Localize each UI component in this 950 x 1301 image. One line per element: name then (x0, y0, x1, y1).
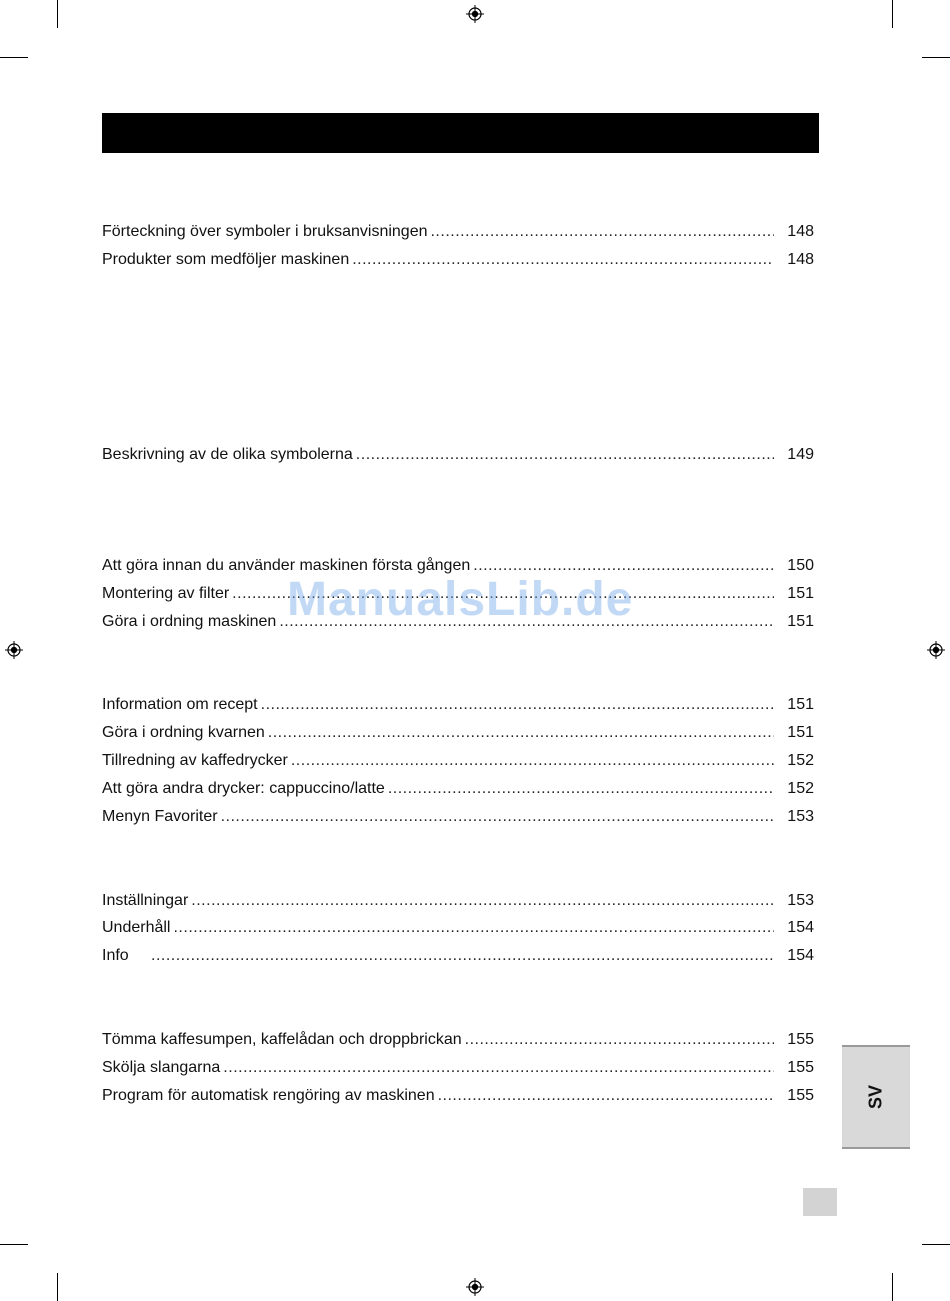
language-code: SV (865, 1084, 886, 1110)
dot-leader (221, 807, 774, 827)
toc-entry[interactable] (102, 220, 814, 242)
toc-entry[interactable] (102, 805, 814, 827)
dot-leader (438, 1086, 774, 1106)
toc-entry[interactable] (102, 944, 814, 966)
toc-entry[interactable] (102, 693, 814, 715)
crop-mark (922, 1244, 950, 1245)
crop-mark (892, 0, 893, 28)
toc-page-number: 153 (787, 808, 814, 825)
toc-page-number: 155 (787, 1087, 814, 1104)
toc-page-number: 151 (787, 613, 814, 630)
dot-leader (388, 779, 774, 799)
toc-entry[interactable] (102, 443, 814, 465)
toc-page-number: 154 (787, 919, 814, 936)
language-tab (842, 1045, 910, 1149)
toc-page-number: 151 (787, 724, 814, 741)
toc-page-number: 153 (787, 892, 814, 909)
watermark: ManualsLib.de (287, 573, 634, 626)
toc-entry[interactable] (102, 1084, 814, 1106)
dot-leader (223, 1058, 774, 1078)
toc-entry-label: Montering av filter (102, 585, 230, 602)
toc-entry-label: Information om recept (102, 696, 258, 713)
crop-mark (57, 0, 58, 28)
dot-leader (191, 891, 774, 911)
registration-mark-icon (466, 1278, 484, 1296)
crop-mark (922, 57, 950, 58)
dot-leader (173, 918, 774, 938)
title-bar (102, 113, 819, 153)
toc-entry-label: Produkter som medföljer maskinen (102, 251, 350, 268)
toc-page-number: 154 (787, 947, 814, 964)
dot-leader (430, 222, 774, 242)
toc-entry-label: Tillredning av kaffedrycker (102, 752, 288, 769)
registration-mark-icon (466, 5, 484, 23)
toc-entry-label: Förteckning över symboler i bruksanvisningen (102, 223, 428, 240)
toc-entry[interactable] (102, 721, 814, 743)
toc-entry-label: Info (102, 947, 129, 964)
toc-entry-label: Skölja slangarna (102, 1059, 221, 1076)
toc-entry-label: Menyn Favoriter (102, 808, 218, 825)
toc-entry[interactable] (102, 1056, 814, 1078)
dot-leader (356, 445, 774, 465)
toc-page-number: 150 (787, 557, 814, 574)
dot-leader (465, 1030, 774, 1050)
toc-entry-label: Tömma kaffesumpen, kaffelådan och droppbrickan (102, 1031, 462, 1048)
toc-entry-label: Att göra innan du använder maskinen första gången (102, 557, 471, 574)
dot-leader (291, 751, 774, 771)
toc-page-number: 152 (787, 780, 814, 797)
toc-page-number: 151 (787, 696, 814, 713)
toc-page-number: 152 (787, 752, 814, 769)
toc-page-number: 148 (787, 223, 814, 240)
dot-leader (352, 250, 774, 270)
toc-entry-label: Program för automatisk rengöring av maskinen (102, 1087, 435, 1104)
registration-mark-icon (927, 641, 945, 659)
toc-entry-label: Beskrivning av de olika symbolerna (102, 446, 353, 463)
crop-mark (0, 1244, 28, 1245)
toc-entry[interactable] (102, 916, 814, 938)
page-number-box (803, 1188, 837, 1216)
crop-mark (0, 57, 28, 58)
toc-page-number: 155 (787, 1059, 814, 1076)
toc-entry[interactable] (102, 248, 814, 270)
toc-page-number: 149 (787, 446, 814, 463)
dot-leader (268, 723, 774, 743)
crop-mark (892, 1273, 893, 1301)
toc-entry[interactable] (102, 777, 814, 799)
toc-entry-label: Göra i ordning maskinen (102, 613, 277, 630)
toc-page-number: 148 (787, 251, 814, 268)
dot-leader (151, 946, 774, 966)
toc-entry-label: Göra i ordning kvarnen (102, 724, 265, 741)
registration-mark-icon (5, 641, 23, 659)
toc-entry[interactable] (102, 749, 814, 771)
toc-entry-label: Underhåll (102, 919, 171, 936)
toc-entry-label: Inställningar (102, 892, 189, 909)
toc-page-number: 151 (787, 585, 814, 602)
toc-entry[interactable] (102, 1028, 814, 1050)
dot-leader (261, 695, 774, 715)
toc-entry-label: Att göra andra drycker: cappuccino/latte (102, 780, 385, 797)
toc-entry[interactable] (102, 889, 814, 911)
toc-page-number: 155 (787, 1031, 814, 1048)
crop-mark (57, 1273, 58, 1301)
